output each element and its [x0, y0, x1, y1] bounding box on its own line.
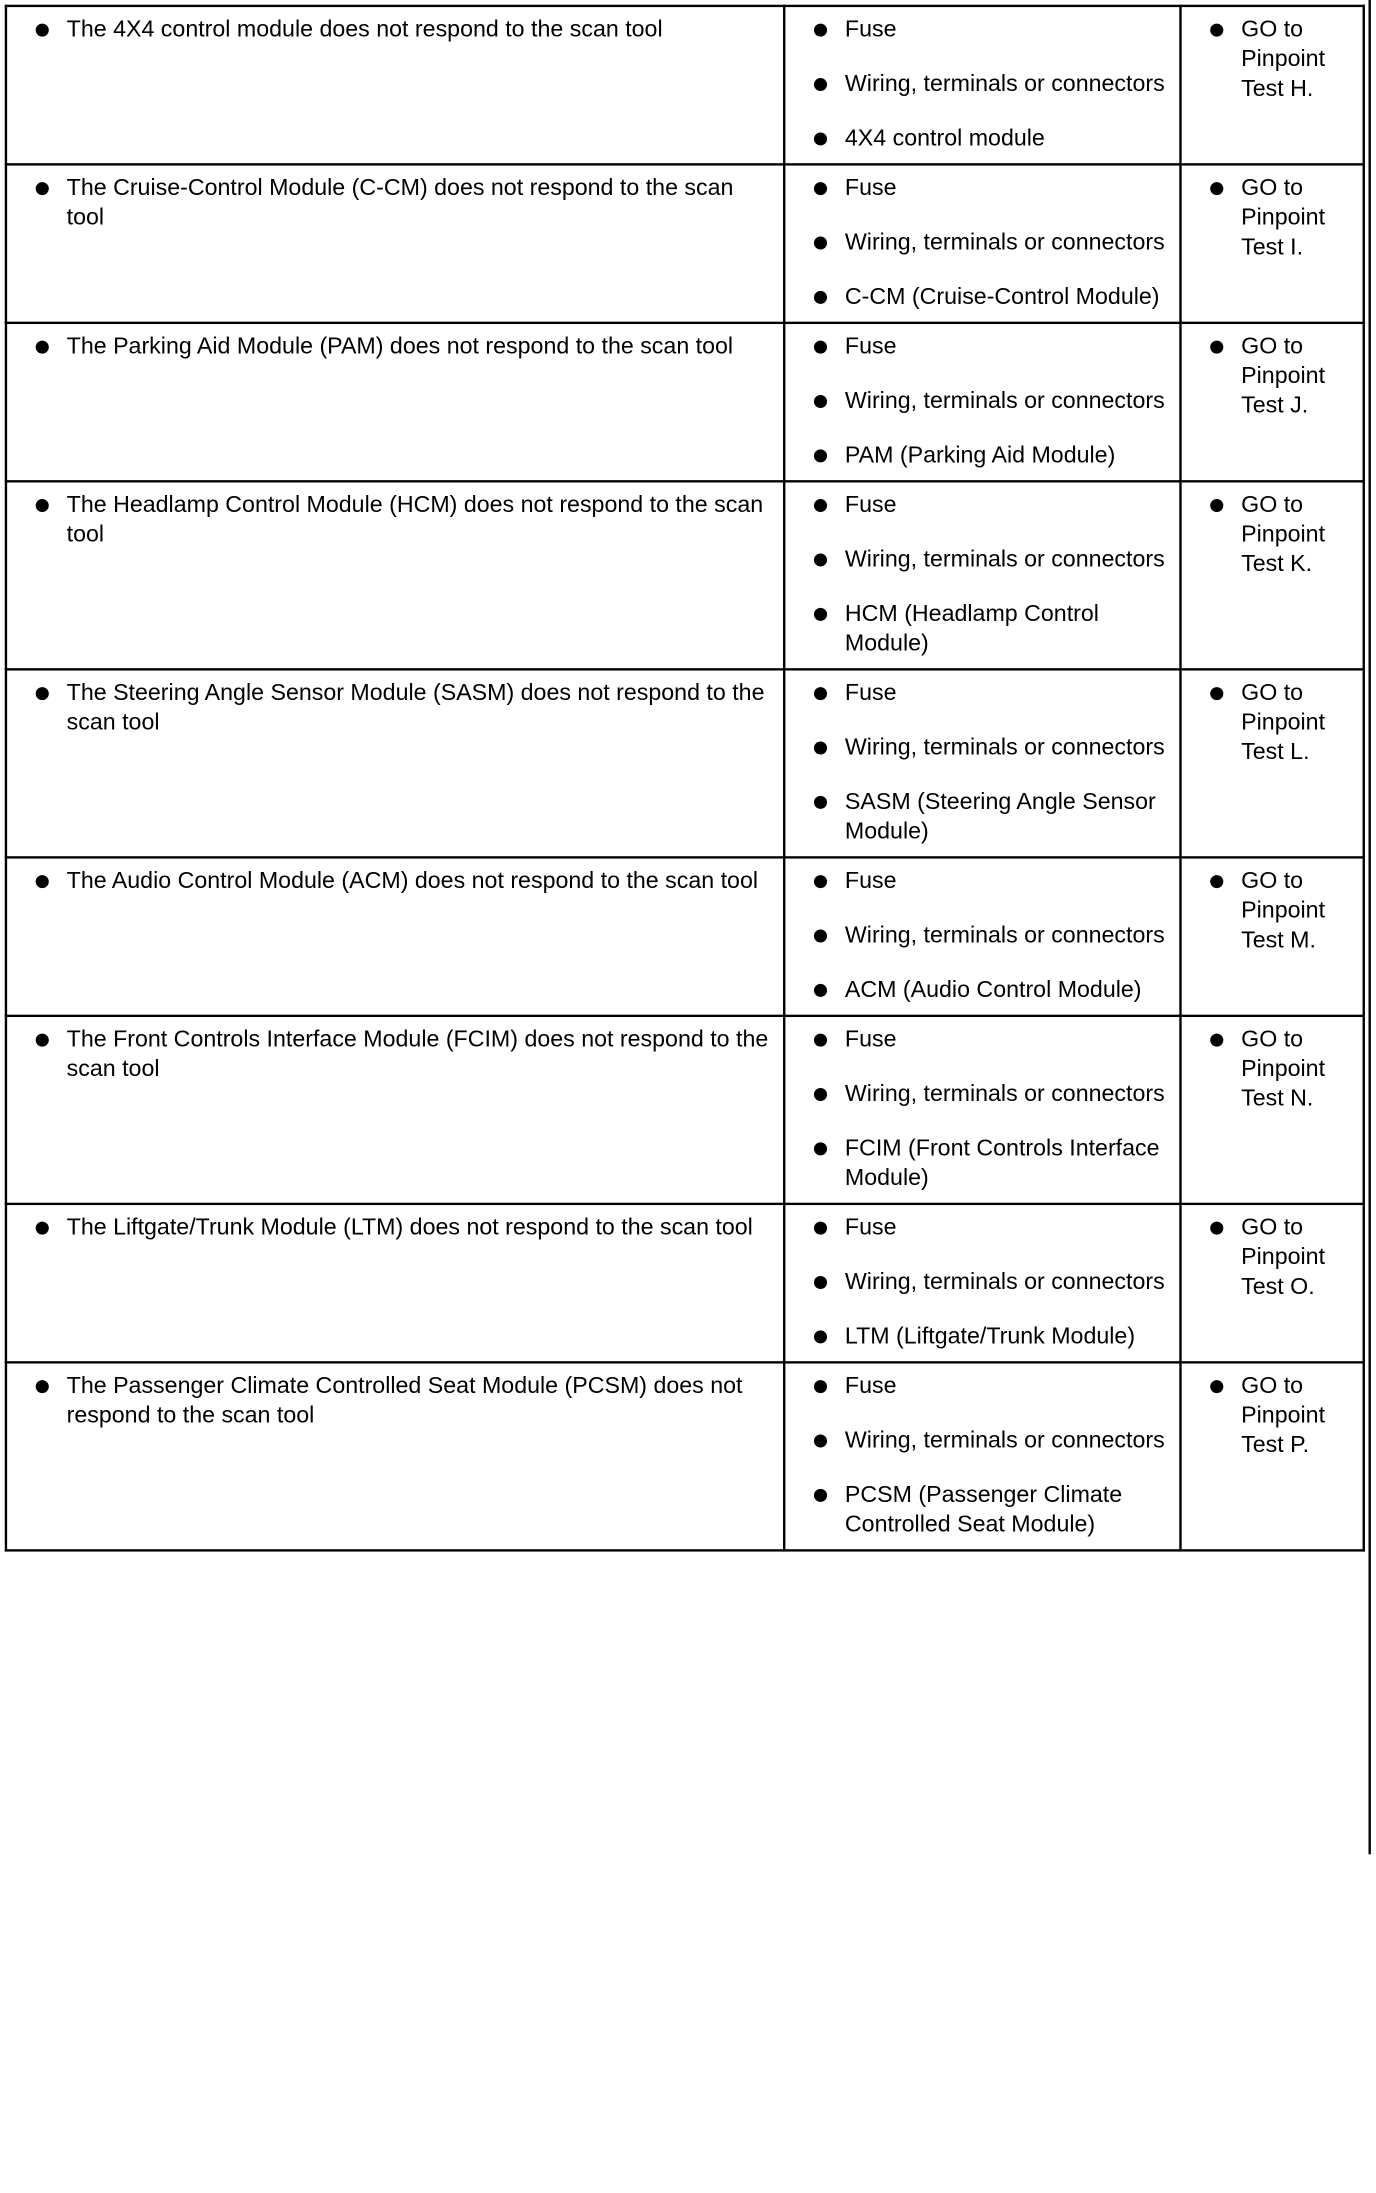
- bullet-icon: [1210, 499, 1223, 512]
- bullet-icon: [1210, 1034, 1223, 1047]
- cause-text: Fuse: [844, 1372, 897, 1400]
- condition-text: The Passenger Climate Controlled Seat Module (PCSM) does not respond to the scan tool: [66, 1372, 743, 1429]
- bullet-icon: [36, 341, 49, 354]
- cause-item: [804, 1481, 1172, 1540]
- condition-cell: [6, 1204, 784, 1362]
- condition-cell: [6, 6, 784, 164]
- bullet-icon: [814, 984, 827, 997]
- causes-cell: [784, 1204, 1180, 1362]
- cause-item: [804, 174, 1172, 204]
- action-item: [1201, 1372, 1356, 1461]
- condition-cell: [6, 669, 784, 857]
- bullet-icon: [1210, 1222, 1223, 1235]
- causes-cell: [784, 6, 1180, 164]
- table-row: [6, 1204, 1364, 1362]
- cause-item: [804, 441, 1172, 471]
- cause-text: HCM (Headlamp Control Module): [844, 600, 1099, 657]
- table-row: [6, 1016, 1364, 1204]
- cause-text: Fuse: [844, 491, 897, 518]
- cause-item: [804, 600, 1172, 659]
- bullet-icon: [36, 875, 49, 888]
- cause-item: [804, 1080, 1172, 1110]
- action-cell: [1180, 1362, 1363, 1550]
- cause-text: Wiring, terminals or connectors: [844, 734, 1165, 761]
- cause-item: [804, 1025, 1172, 1055]
- condition-cell: [6, 857, 784, 1015]
- symptom-chart-table: [5, 5, 1365, 1552]
- condition-item: [26, 867, 776, 897]
- bullet-icon: [36, 1034, 49, 1047]
- bullet-icon: [1210, 687, 1223, 700]
- causes-cell: [784, 857, 1180, 1015]
- bullet-icon: [814, 608, 827, 621]
- cause-item: [804, 1372, 1172, 1402]
- condition-item: [26, 1372, 776, 1431]
- bullet-icon: [814, 1276, 827, 1289]
- action-item: [1201, 1025, 1356, 1114]
- action-text: GO to Pinpoint Test N.: [1241, 1026, 1326, 1112]
- cause-item: [804, 15, 1172, 45]
- cause-text: Fuse: [844, 679, 897, 707]
- action-item: [1201, 332, 1356, 421]
- bullet-icon: [814, 24, 827, 37]
- cause-text: 4X4 control module: [844, 125, 1045, 152]
- bullet-icon: [814, 291, 827, 304]
- action-item: [1201, 491, 1356, 580]
- bullet-icon: [36, 1222, 49, 1235]
- cause-text: Wiring, terminals or connectors: [844, 922, 1165, 949]
- cause-item: [804, 228, 1172, 258]
- cause-item: [804, 679, 1172, 709]
- bullet-icon: [1210, 341, 1223, 354]
- cause-text: Fuse: [844, 175, 897, 202]
- cause-item: [804, 1322, 1172, 1352]
- action-item: [1201, 867, 1356, 956]
- bullet-icon: [1210, 875, 1223, 888]
- action-cell: [1180, 164, 1363, 322]
- table-row: [6, 1362, 1364, 1550]
- cause-item: [804, 283, 1172, 313]
- action-text: GO to Pinpoint Test L.: [1241, 679, 1326, 766]
- cause-item: [804, 733, 1172, 763]
- table-row: [6, 857, 1364, 1015]
- action-cell: [1180, 481, 1363, 669]
- action-cell: [1180, 1016, 1363, 1204]
- bullet-icon: [814, 1088, 827, 1101]
- condition-cell: [6, 164, 784, 322]
- condition-text: The Parking Aid Module (PAM) does not respond to the scan tool: [66, 333, 734, 360]
- causes-cell: [784, 1362, 1180, 1550]
- action-item: [1201, 679, 1356, 768]
- table-row: [6, 323, 1364, 481]
- action-item: [1201, 15, 1356, 104]
- bullet-icon: [814, 1489, 827, 1502]
- bullet-icon: [36, 1380, 49, 1393]
- cause-item: [804, 1134, 1172, 1193]
- cause-text: Fuse: [844, 1214, 897, 1241]
- bullet-icon: [36, 687, 49, 700]
- cause-item: [804, 387, 1172, 417]
- cause-text: FCIM (Front Controls Interface Module): [844, 1135, 1160, 1191]
- condition-item: [26, 1213, 776, 1243]
- action-text: GO to Pinpoint Test J.: [1241, 333, 1326, 419]
- cause-item: [804, 124, 1172, 154]
- cause-text: Wiring, terminals or connectors: [844, 70, 1165, 97]
- cause-item: [804, 921, 1172, 951]
- bullet-icon: [814, 1142, 827, 1155]
- bullet-icon: [814, 182, 827, 195]
- condition-text: The Steering Angle Sensor Module (SASM) does not respond to the scan tool: [66, 679, 765, 736]
- condition-item: [26, 679, 776, 738]
- condition-item: [26, 491, 776, 550]
- table-row: [6, 6, 1364, 164]
- condition-item: [26, 332, 776, 362]
- bullet-icon: [814, 1380, 827, 1393]
- cause-text: Wiring, terminals or connectors: [844, 387, 1165, 414]
- condition-item: [26, 15, 776, 45]
- bullet-icon: [814, 796, 827, 809]
- action-cell: [1180, 669, 1363, 857]
- bullet-icon: [814, 449, 827, 462]
- cause-item: [804, 1268, 1172, 1298]
- cause-text: Wiring, terminals or connectors: [844, 546, 1165, 573]
- bullet-icon: [814, 741, 827, 754]
- cause-text: Wiring, terminals or connectors: [844, 1268, 1165, 1295]
- table-row: [6, 164, 1364, 322]
- condition-cell: [6, 481, 784, 669]
- cause-text: C-CM (Cruise-Control Module): [844, 283, 1160, 310]
- cause-item: [804, 1213, 1172, 1243]
- bullet-icon: [814, 395, 827, 408]
- bullet-icon: [814, 78, 827, 91]
- bullet-icon: [814, 1330, 827, 1343]
- bullet-icon: [814, 930, 827, 943]
- action-text: GO to Pinpoint Test P.: [1241, 1372, 1326, 1459]
- cause-item: [804, 976, 1172, 1006]
- table-row: [6, 481, 1364, 669]
- action-text: GO to Pinpoint Test H.: [1241, 16, 1326, 102]
- action-cell: [1180, 6, 1363, 164]
- cause-text: Wiring, terminals or connectors: [844, 1427, 1165, 1454]
- action-text: GO to Pinpoint Test I.: [1241, 175, 1326, 261]
- cause-item: [804, 867, 1172, 897]
- condition-text: The 4X4 control module does not respond to the scan tool: [66, 16, 663, 43]
- action-text: GO to Pinpoint Test M.: [1241, 868, 1326, 954]
- bullet-icon: [814, 341, 827, 354]
- bullet-icon: [814, 1034, 827, 1047]
- condition-text: The Audio Control Module (ACM) does not respond to the scan tool: [66, 868, 759, 895]
- action-text: GO to Pinpoint Test K.: [1241, 491, 1326, 578]
- cause-text: Wiring, terminals or connectors: [844, 229, 1165, 256]
- bullet-icon: [36, 24, 49, 37]
- cause-item: [804, 332, 1172, 362]
- cause-text: SASM (Steering Angle Sensor Module): [844, 788, 1156, 845]
- bullet-icon: [814, 1222, 827, 1235]
- bullet-icon: [814, 237, 827, 250]
- action-cell: [1180, 1204, 1363, 1362]
- bullet-icon: [814, 553, 827, 566]
- action-cell: [1180, 857, 1363, 1015]
- action-text: GO to Pinpoint Test O.: [1241, 1214, 1326, 1300]
- condition-item: [26, 174, 776, 233]
- causes-cell: [784, 481, 1180, 669]
- condition-cell: [6, 323, 784, 481]
- bullet-icon: [36, 499, 49, 512]
- bullet-icon: [1210, 24, 1223, 37]
- cause-text: ACM (Audio Control Module): [844, 976, 1142, 1003]
- cause-text: Fuse: [844, 1026, 897, 1053]
- condition-text: The Headlamp Control Module (HCM) does not respond to the scan tool: [66, 491, 764, 548]
- condition-item: [26, 1025, 776, 1084]
- causes-cell: [784, 1016, 1180, 1204]
- bullet-icon: [1210, 182, 1223, 195]
- cause-text: Wiring, terminals or connectors: [844, 1080, 1165, 1107]
- condition-text: The Liftgate/Trunk Module (LTM) does not respond to the scan tool: [66, 1214, 753, 1241]
- condition-text: The Cruise-Control Module (C-CM) does not respond to the scan tool: [66, 175, 734, 231]
- cause-item: [804, 70, 1172, 100]
- cause-text: Fuse: [844, 16, 897, 43]
- condition-text: The Front Controls Interface Module (FCIM) does not respond to the scan tool: [66, 1026, 769, 1083]
- action-item: [1201, 1213, 1356, 1302]
- condition-cell: [6, 1362, 784, 1550]
- bullet-icon: [814, 687, 827, 700]
- bullet-icon: [814, 1434, 827, 1447]
- bullet-icon: [814, 132, 827, 145]
- bullet-icon: [1210, 1380, 1223, 1393]
- cause-text: PCSM (Passenger Climate Controlled Seat Module): [844, 1481, 1123, 1538]
- cause-text: Fuse: [844, 333, 897, 360]
- causes-cell: [784, 669, 1180, 857]
- table-row: [6, 669, 1364, 857]
- cause-item: [804, 788, 1172, 847]
- bullet-icon: [36, 182, 49, 195]
- causes-cell: [784, 164, 1180, 322]
- cause-item: [804, 545, 1172, 575]
- causes-cell: [784, 323, 1180, 481]
- action-cell: [1180, 323, 1363, 481]
- cause-text: PAM (Parking Aid Module): [844, 442, 1116, 469]
- cause-item: [804, 491, 1172, 521]
- page-edge-line: [1369, 0, 1371, 1854]
- cause-item: [804, 1426, 1172, 1456]
- bullet-icon: [814, 499, 827, 512]
- cause-text: Fuse: [844, 868, 897, 895]
- condition-cell: [6, 1016, 784, 1204]
- bullet-icon: [814, 875, 827, 888]
- cause-text: LTM (Liftgate/Trunk Module): [844, 1323, 1136, 1350]
- action-item: [1201, 174, 1356, 263]
